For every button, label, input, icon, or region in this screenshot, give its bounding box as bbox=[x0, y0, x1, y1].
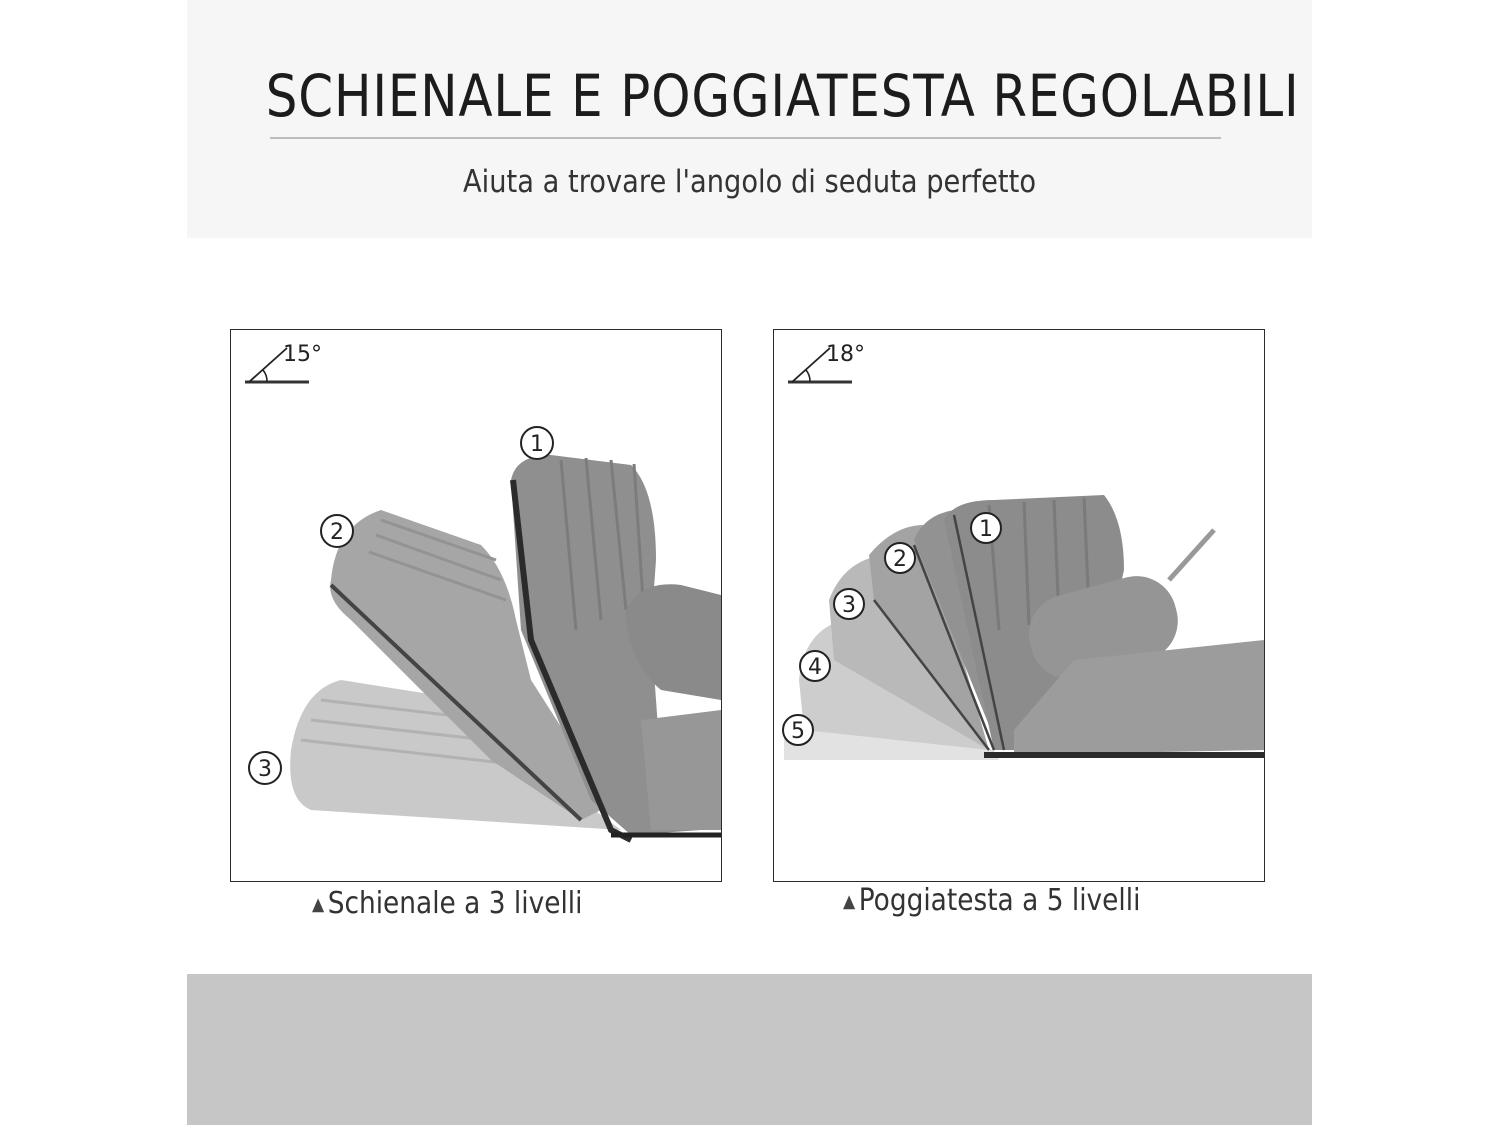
svg-text:1: 1 bbox=[530, 432, 544, 457]
backrest-panel bbox=[230, 329, 722, 882]
svg-text:1: 1 bbox=[979, 517, 993, 542]
svg-text:4: 4 bbox=[808, 655, 822, 680]
svg-text:3: 3 bbox=[842, 593, 856, 618]
svg-text:5: 5 bbox=[791, 719, 805, 744]
backrest-caption-text: Schienale a 3 livelli bbox=[327, 886, 583, 921]
svg-text:2: 2 bbox=[893, 547, 907, 572]
angle-label: 15° bbox=[283, 342, 322, 367]
title-divider bbox=[270, 137, 1221, 139]
svg-text:2: 2 bbox=[330, 520, 344, 545]
up-arrow-icon: ▲ bbox=[843, 891, 856, 912]
svg-text:3: 3 bbox=[258, 757, 272, 782]
header-banner bbox=[187, 0, 1312, 238]
page-subtitle: Aiuta a trovare l'angolo di seduta perfetto bbox=[462, 164, 1037, 200]
backrest-caption bbox=[312, 886, 582, 921]
page-title: SCHIENALE E POGGIATESTA REGOLABILI bbox=[265, 62, 1300, 130]
headrest-caption bbox=[843, 883, 1140, 918]
sofa-headrest-illustration bbox=[774, 330, 1264, 881]
angle-label: 18° bbox=[826, 342, 865, 367]
headrest-caption-text: Poggiatesta a 5 livelli bbox=[858, 883, 1141, 918]
footer-band bbox=[187, 974, 1312, 1125]
up-arrow-icon: ▲ bbox=[312, 894, 325, 915]
sofa-backrest-illustration bbox=[231, 330, 721, 881]
headrest-panel bbox=[773, 329, 1265, 882]
